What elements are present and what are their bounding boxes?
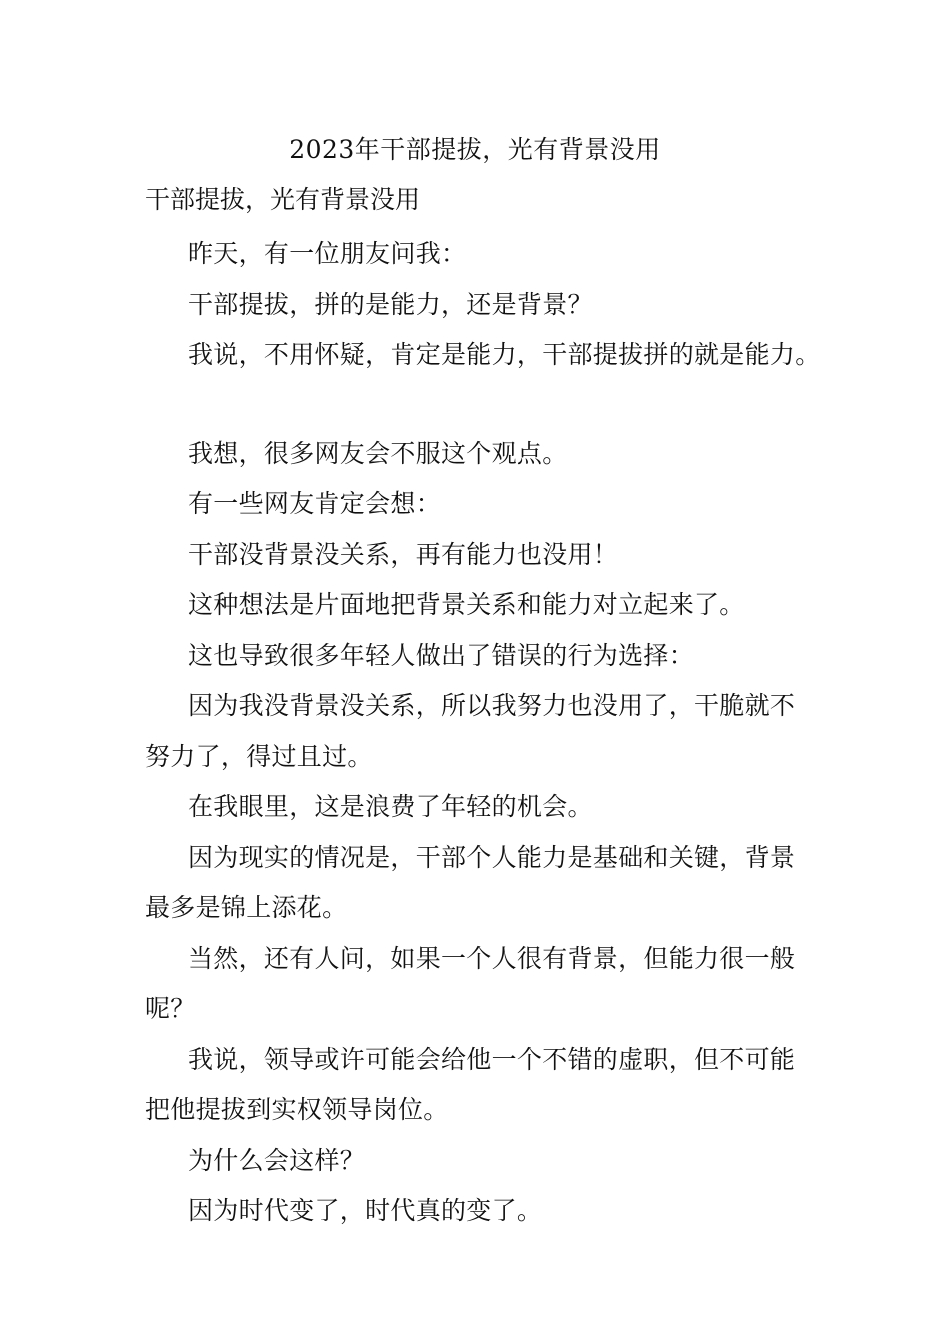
paragraph: 昨天，有一位朋友问我： [188, 239, 467, 268]
paragraph: 我想，很多网友会不服这个观点。 [188, 438, 568, 468]
paragraph: 因为时代变了，时代真的变了。 [188, 1196, 543, 1225]
paragraph: 为什么会这样？ [188, 1145, 366, 1175]
paragraph: 这也导致很多年轻人做出了错误的行为选择： [188, 640, 695, 670]
document-title: 2023年干部提拔，光有背景没用 [289, 135, 661, 164]
paragraph-spacer [145, 381, 815, 429]
paragraph: 干部提拔，拼的是能力，还是背景？ [188, 289, 593, 319]
paragraph: 因为我没背景没关系，所以我努力也没用了，干脆就不努力了，得过且过。 [145, 691, 796, 771]
document-subtitle: 干部提拔，光有背景没用 [145, 185, 421, 214]
paragraph: 有一些网友肯定会想： [188, 489, 442, 518]
paragraph: 这种想法是片面地把背景关系和能力对立起来了。 [188, 590, 745, 619]
document-body [145, 229, 821, 1237]
paragraph: 因为现实的情况是，干部个人能力是基础和关键，背景最多是锦上添花。 [145, 842, 796, 922]
paragraph: 在我眼里，这是浪费了年轻的机会。 [188, 792, 593, 821]
paragraph: 干部没背景没关系，再有能力也没用！ [188, 539, 619, 569]
paragraph: 当然，还有人问，如果一个人很有背景，但能力很一般呢？ [145, 943, 796, 1023]
paragraph: 我说，不用怀疑，肯定是能力，干部提拔拼的就是能力。 [188, 340, 821, 369]
paragraph: 我说，领导或许可能会给他一个不错的虚职，但不可能把他提拔到实权领导岗位。 [145, 1044, 796, 1124]
